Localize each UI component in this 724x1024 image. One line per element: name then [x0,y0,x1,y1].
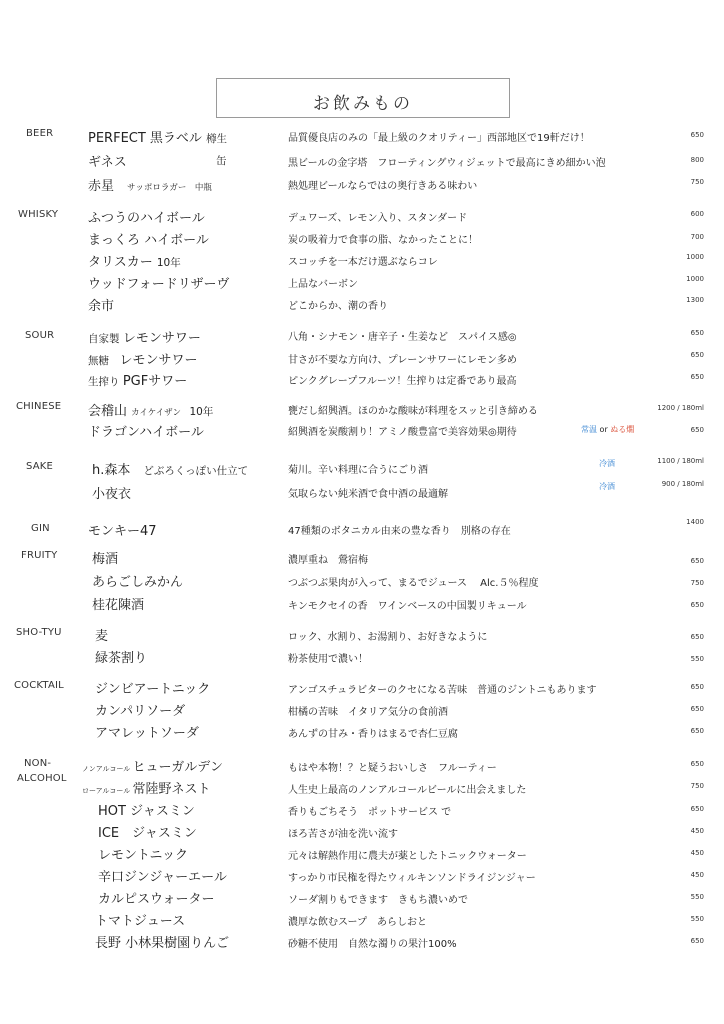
item-description: 人生史上最高のノンアルコールビールに出会えました [288,785,527,796]
item-price: 750 [690,178,704,186]
item-price: 1000 [686,275,704,283]
category-beer: BEER [26,128,54,139]
item-name: PERFECT 黒ラベル 樽生 [88,131,228,146]
item-name: 緑茶割り [95,651,148,666]
item-price: 650 [690,760,704,768]
item-price: 750 [690,579,704,587]
item-name: 生搾り PGFサワー [88,374,188,389]
item-description: 柑橘の苦味 イタリア気分の食前酒 [288,707,448,718]
category-chinese: CHINESE [16,401,62,412]
item-description: 砂糖不使用 自然な濁りの果汁100% [288,939,457,950]
item-price: 650 [690,805,704,813]
item-description: すっかり市民権を得たウィルキンソンドライジンジャー [288,873,536,884]
item-name: ICE ジャスミン [98,826,197,841]
item-price: 650 [690,131,704,139]
item-name: まっくろ ハイボール [88,233,209,248]
item-name: ウッドフォードリザーヴ [88,277,230,292]
item-description: スコッチを一本だけ選ぶならコレ [288,257,438,268]
category-whisky: WHISKY [18,209,59,220]
serving-cold-note: 冷酒 [599,482,615,491]
item-price: 550 [690,655,704,663]
item-name: HOT ジャスミン [98,804,195,819]
item-description: つぶつぶ果肉が入って、まるでジュース Alc.５％程度 [288,578,539,589]
item-name: 長野 小林果樹園りんご [95,936,230,951]
item-name: カンパリソーダ [95,704,186,719]
serving-temperature-note: 常温 or ぬる燗 [581,425,635,434]
item-description: 炭の吸着力で食事の脂、なかったことに！ [288,235,478,246]
item-description: 甕だし紹興酒。ほのかな酸味が料理をスッと引き締める [288,406,538,417]
title-box [216,78,510,118]
item-price: 650 [690,373,704,381]
item-name: ギネス [88,155,127,170]
item-description: 菊川。辛い料理に合うにごり酒 [288,465,428,476]
category-cocktail: COCKTAIL [14,680,64,691]
category-non-alcohol: NON- [24,758,52,769]
item-price: 650 [690,705,704,713]
item-description: 甘さが不要な方向け、プレーンサワーにレモン多め [288,355,517,366]
item-name: アマレットソーダ [95,726,199,741]
category-alcohol: ALCOHOL [17,773,67,784]
item-name: カルピスウォーター [98,892,215,907]
item-name: h.森本 どぶろくっぽい仕立て [92,463,249,478]
item-price: 1000 [686,253,704,261]
item-description: 濃厚な飲むスープ あらしおと [288,917,427,928]
item-price: 650 [690,727,704,735]
item-name: 自家製 レモンサワー [88,331,201,346]
item-name: 辛口ジンジャーエール [98,870,227,885]
item-price: 700 [690,233,704,241]
category-gin: GIN [31,523,50,534]
item-description: キンモクセイの香 ワインベースの中国製リキュール [288,601,527,612]
item-price: 550 [690,915,704,923]
item-description: アンゴスチュラビターのクセになる苦味 普通のジントニもあります [288,685,597,696]
item-price: 900 / 180ml [661,480,704,488]
item-name: 無糖 レモンサワー [88,353,198,368]
item-name: 赤星 サッポロラガー 中瓶 [88,179,212,194]
item-sub: 缶 [216,155,227,167]
item-price: 650 [690,601,704,609]
item-price: 450 [690,827,704,835]
item-name: 小夜衣 [92,487,132,502]
item-description: 上品なバーボン [288,279,358,290]
item-price: 800 [690,156,704,164]
category-sake: SAKE [26,461,54,472]
category-fruity: FRUITY [21,550,58,561]
item-description: どこからか、潮の香り [288,301,388,312]
item-name: ドラゴンハイボール [88,425,204,440]
item-description: 紹興酒を炭酸割り！アミノ酸豊富で美容効果◎期待 [288,427,517,438]
item-price: 650 [690,426,704,434]
item-price: 650 [690,329,704,337]
item-price: 1100 / 180ml [657,457,704,465]
item-description: 熱処理ビールならではの奥行きある味わい [288,181,478,192]
item-description: 気取らない純米酒で食中酒の最適解 [288,489,448,500]
serving-cold-note: 冷酒 [599,459,615,468]
item-name: ジンビアートニック [95,682,211,697]
item-name: 梅酒 [92,552,119,567]
item-name: 会稽山 カイケイザン 10年 [88,404,214,419]
item-description: 香りもごちそう ポットサービス で [288,807,452,818]
item-price: 1300 [686,296,704,304]
item-name: モンキー47 [88,524,157,539]
item-description: あんずの甘み・香りはまるで杏仁豆腐 [288,729,458,740]
item-description: 黒ビールの金字塔 フローティングウィジェットで最高にきめ細かい泡 [288,158,606,169]
item-description: 粉茶使用で濃い！ [288,654,368,665]
item-price: 650 [690,633,704,641]
item-price: 450 [690,849,704,857]
item-price: 750 [690,782,704,790]
item-description: 元々は解熱作用に農夫が薬としたトニックウォーター [288,851,527,862]
item-description: ほろ苦さが油を洗い流す [288,829,398,840]
item-price: 650 [690,683,704,691]
item-description: デュワーズ、レモン入り、スタンダード [288,213,468,224]
item-name: ローアルコール 常陸野ネスト [82,782,211,797]
item-description: ロック、水割り、お湯割り、お好きなように [288,632,488,643]
item-name: 麦 [95,629,109,644]
item-name: 桂花陳酒 [92,598,145,613]
item-name: 余市 [88,299,115,314]
item-name: ふつうのハイボール [88,211,205,226]
item-price: 650 [690,351,704,359]
item-description: ソーダ割りもできます きもち濃いめで [288,895,468,906]
item-price: 550 [690,893,704,901]
page-title: お飲みもの [313,94,413,114]
item-description: 八角・シナモン・唐辛子・生姜など スパイス感◎ [288,332,517,343]
item-price: 600 [690,210,704,218]
item-name: ノンアルコール ヒューガルデン [82,760,224,775]
item-description: ピンクグレープフルーツ！生搾りは定番であり最高 [288,376,517,387]
item-price: 450 [690,871,704,879]
item-description: もはや本物！？と疑うおいしさ フルーティー [288,763,497,774]
item-description: 47種類のボタニカル由来の豊な香り 別格の存在 [288,526,511,537]
item-price: 1400 [686,518,704,526]
item-description: 品質優良店のみの「最上級のクオリティー」西部地区で19軒だけ！ [288,133,590,144]
item-price: 650 [690,937,704,945]
category-shochu: SHO-TYU [16,627,62,638]
item-name: レモントニック [98,848,188,863]
item-description: 濃厚重ね 鶯宿梅 [288,555,368,566]
item-name: タリスカー 10年 [88,255,181,270]
item-price: 650 [690,557,704,565]
category-sour: SOUR [25,330,55,341]
item-price: 1200 / 180ml [657,404,704,412]
item-name: トマトジュース [95,914,186,929]
item-name: あらごしみかん [92,575,184,590]
